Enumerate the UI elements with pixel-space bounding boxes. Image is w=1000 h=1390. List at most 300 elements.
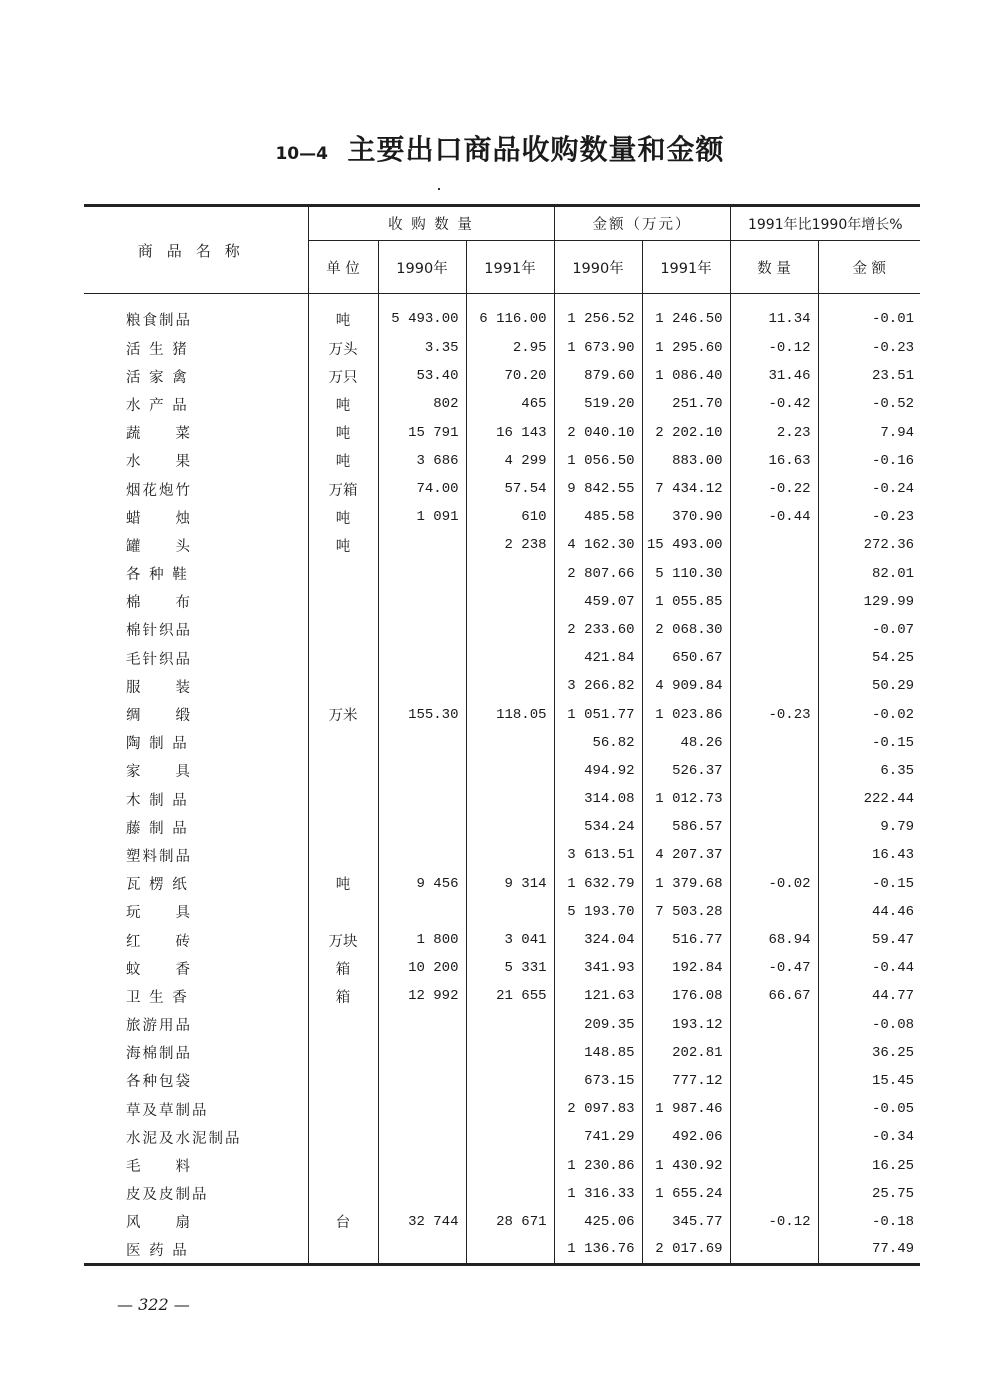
growth-qty-cell [730,813,818,841]
growth-amt-cell: 16.25 [872,1157,915,1174]
page-title [0,128,1000,168]
table-title: 主要出口商品收购数量和金额 [347,133,725,166]
amt-1990-cell: 3 266.82 [554,672,642,700]
item-name-cell: 各 种 鞋 [84,560,308,588]
unit-cell: 吨 [308,294,378,335]
qty-1991-cell: 70.20 [466,362,554,390]
qty-1991-cell [466,898,554,926]
table-row [84,390,920,418]
qty-1991-cell [466,813,554,841]
amt-1990-cell: 494.92 [554,757,642,785]
unit-cell: 万头 [308,334,378,362]
table-row [84,1180,920,1208]
amt-1991-cell: 650.67 [642,644,730,672]
amt-1991-cell: 2 068.30 [642,616,730,644]
table-row [84,531,920,559]
amt-1990-cell: 56.82 [554,729,642,757]
growth-qty-cell [730,1067,818,1095]
unit-cell: 万块 [308,926,378,954]
unit-cell [308,1123,378,1151]
unit-cell: 箱 [308,954,378,982]
growth-amt-cell: 129.99 [863,593,915,610]
item-name-cell: 棉针织品 [84,616,308,644]
qty-1991-cell [466,1123,554,1151]
amt-1991-cell: 1 023.86 [642,700,730,728]
growth-amt-cell: -0.08 [872,1016,915,1033]
unit-cell [308,841,378,869]
growth-amt-cell: -0.23 [872,340,915,357]
growth-amt-cell: 44.46 [872,903,915,920]
table-row [84,294,920,335]
header-unit: 单 位 [308,241,378,294]
item-name-cell: 毛 料 [84,1151,308,1179]
growth-amt-cell: -0.44 [872,960,915,977]
item-name-cell: 草及草制品 [84,1095,308,1123]
qty-1991-cell: 6 116.00 [466,294,554,335]
growth-amt-cell: 25.75 [872,1185,915,1202]
unit-cell: 台 [308,1208,378,1236]
page-number: — 322 — [117,1295,190,1314]
growth-amt-cell: 59.47 [872,932,915,949]
growth-qty-cell: -0.42 [730,390,818,418]
growth-amt-cell: -0.02 [872,706,915,723]
growth-amt-cell: 9.79 [880,819,915,836]
table-row [84,926,920,954]
qty-1991-cell: 118.05 [466,700,554,728]
header-growth-qty: 数 量 [730,241,818,294]
qty-1991-cell [466,1011,554,1039]
qty-1990-cell [378,560,466,588]
print-speck [438,188,440,190]
amt-1990-cell: 1 673.90 [554,334,642,362]
amt-1991-cell: 251.70 [642,390,730,418]
amt-1990-cell: 148.85 [554,1039,642,1067]
qty-1991-cell: 2.95 [466,334,554,362]
qty-1991-cell [466,616,554,644]
amt-1991-cell: 1 655.24 [642,1180,730,1208]
growth-amt-cell: 54.25 [872,650,915,667]
header-growth-amt: 金 额 [852,260,887,277]
qty-1991-cell [466,785,554,813]
amt-1991-cell: 883.00 [642,447,730,475]
amt-1990-cell: 341.93 [554,954,642,982]
growth-qty-cell [730,841,818,869]
growth-qty-cell [730,1011,818,1039]
unit-cell: 吨 [308,390,378,418]
growth-qty-cell [730,1151,818,1179]
amt-1991-cell: 1 086.40 [642,362,730,390]
amt-1991-cell: 516.77 [642,926,730,954]
amt-1991-cell: 1 295.60 [642,334,730,362]
qty-1990-cell [378,813,466,841]
item-name-cell: 棉 布 [84,588,308,616]
qty-1990-cell [378,1151,466,1179]
amt-1990-cell: 673.15 [554,1067,642,1095]
amt-1991-cell: 370.90 [642,503,730,531]
amt-1990-cell: 314.08 [554,785,642,813]
qty-1990-cell: 155.30 [378,700,466,728]
unit-cell [308,672,378,700]
qty-1991-cell [466,1180,554,1208]
table-row [84,1095,920,1123]
header-item-name: 商品名称 [84,206,308,294]
growth-qty-cell [730,1039,818,1067]
growth-qty-cell [730,672,818,700]
growth-qty-cell [730,560,818,588]
qty-1991-cell [466,1236,554,1264]
table-row [84,757,920,785]
table-row [84,644,920,672]
table-row [84,870,920,898]
unit-cell: 万箱 [308,475,378,503]
amt-1990-cell: 9 842.55 [554,475,642,503]
qty-1990-cell [378,1011,466,1039]
amt-1990-cell: 1 230.86 [554,1151,642,1179]
growth-amt-cell: 82.01 [872,565,915,582]
qty-1990-cell [378,785,466,813]
growth-amt-cell: 15.45 [872,1072,915,1089]
growth-amt-cell: 7.94 [880,424,915,441]
growth-qty-cell [730,785,818,813]
amt-1990-cell: 1 136.76 [554,1236,642,1264]
header-amt-1990: 1990年 [554,241,642,294]
item-name-cell: 红 砖 [84,926,308,954]
unit-cell [308,644,378,672]
qty-1990-cell [378,616,466,644]
growth-qty-cell: 68.94 [730,926,818,954]
table-row [84,475,920,503]
qty-1990-cell: 74.00 [378,475,466,503]
qty-1991-cell [466,644,554,672]
qty-1990-cell: 3 686 [378,447,466,475]
growth-amt-cell: -0.24 [872,481,915,498]
qty-1990-cell: 15 791 [378,419,466,447]
amt-1991-cell: 1 987.46 [642,1095,730,1123]
qty-1991-cell [466,1095,554,1123]
header-qty-1990: 1990年 [378,241,466,294]
qty-1991-cell [466,588,554,616]
growth-amt-cell: -0.01 [872,311,915,327]
qty-1990-cell [378,588,466,616]
qty-1990-cell [378,1123,466,1151]
amt-1991-cell: 4 207.37 [642,841,730,869]
item-name-cell: 医 药 品 [84,1236,308,1264]
header-group-quantity: 收 购 数 量 [308,206,554,241]
amt-1991-cell: 4 909.84 [642,672,730,700]
growth-qty-cell: -0.02 [730,870,818,898]
growth-qty-cell: -0.12 [730,1208,818,1236]
amt-1991-cell: 48.26 [642,729,730,757]
amt-1991-cell: 5 110.30 [642,560,730,588]
amt-1991-cell: 1 379.68 [642,870,730,898]
unit-cell [308,1011,378,1039]
table-row [84,729,920,757]
qty-1991-cell: 465 [466,390,554,418]
item-name-cell: 粮食制品 [84,294,308,335]
item-name-cell: 玩 具 [84,898,308,926]
table-row [84,362,920,390]
growth-amt-cell: 272.36 [863,537,915,554]
qty-1991-cell: 3 041 [466,926,554,954]
amt-1991-cell: 202.81 [642,1039,730,1067]
amt-1990-cell: 2 097.83 [554,1095,642,1123]
table-row [84,813,920,841]
amt-1990-cell: 1 632.79 [554,870,642,898]
table-body [84,294,920,1265]
item-name-cell: 旅游用品 [84,1011,308,1039]
header-amt-1991: 1991年 [642,241,730,294]
qty-1991-cell: 21 655 [466,982,554,1010]
qty-1990-cell [378,757,466,785]
growth-amt-cell: -0.15 [872,734,915,751]
amt-1990-cell: 1 051.77 [554,700,642,728]
amt-1991-cell: 1 430.92 [642,1151,730,1179]
table-row [84,1067,920,1095]
unit-cell [308,1039,378,1067]
table-row [84,982,920,1010]
amt-1990-cell: 1 316.33 [554,1180,642,1208]
growth-qty-cell: -0.22 [730,475,818,503]
amt-1990-cell: 1 256.52 [554,294,642,335]
qty-1990-cell: 32 744 [378,1208,466,1236]
item-name-cell: 陶 制 品 [84,729,308,757]
qty-1990-cell: 1 800 [378,926,466,954]
qty-1991-cell [466,729,554,757]
table-row [84,560,920,588]
item-name-cell: 蔬 菜 [84,419,308,447]
qty-1990-cell [378,672,466,700]
unit-cell: 吨 [308,531,378,559]
qty-1991-cell [466,672,554,700]
amt-1991-cell: 526.37 [642,757,730,785]
item-name-cell: 活 家 禽 [84,362,308,390]
unit-cell [308,1180,378,1208]
qty-1991-cell: 4 299 [466,447,554,475]
qty-1991-cell: 2 238 [466,531,554,559]
growth-amt-cell: 222.44 [863,791,915,808]
export-purchase-table [84,204,920,1266]
qty-1990-cell [378,531,466,559]
qty-1990-cell: 10 200 [378,954,466,982]
table-row [84,503,920,531]
qty-1990-cell: 53.40 [378,362,466,390]
growth-amt-cell: 77.49 [872,1241,915,1258]
qty-1991-cell: 16 143 [466,419,554,447]
growth-amt-cell: 36.25 [872,1044,915,1061]
qty-1991-cell [466,1151,554,1179]
unit-cell: 万米 [308,700,378,728]
table-row [84,672,920,700]
item-name-cell: 毛针织品 [84,644,308,672]
qty-1990-cell [378,644,466,672]
growth-qty-cell [730,588,818,616]
table-row [84,1151,920,1179]
unit-cell [308,1067,378,1095]
table-row [84,954,920,982]
table-row [84,1011,920,1039]
item-name-cell: 水 产 品 [84,390,308,418]
amt-1991-cell: 492.06 [642,1123,730,1151]
growth-qty-cell [730,898,818,926]
header-group-growth: 1991年比1990年增长% [730,206,920,241]
amt-1990-cell: 1 056.50 [554,447,642,475]
unit-cell [308,1095,378,1123]
unit-cell [308,560,378,588]
amt-1991-cell: 7 503.28 [642,898,730,926]
item-name-cell: 瓦 楞 纸 [84,870,308,898]
amt-1990-cell: 121.63 [554,982,642,1010]
qty-1990-cell: 3.35 [378,334,466,362]
unit-cell [308,757,378,785]
amt-1990-cell: 5 193.70 [554,898,642,926]
amt-1990-cell: 741.29 [554,1123,642,1151]
amt-1990-cell: 2 807.66 [554,560,642,588]
qty-1990-cell [378,1067,466,1095]
table-row [84,700,920,728]
growth-amt-cell: 44.77 [872,988,915,1005]
amt-1991-cell: 15 493.00 [642,531,730,559]
item-name-cell: 家 具 [84,757,308,785]
amt-1991-cell: 1 246.50 [642,294,730,335]
table-row [84,1039,920,1067]
growth-qty-cell: -0.44 [730,503,818,531]
item-name-cell: 绸 缎 [84,700,308,728]
growth-qty-cell [730,616,818,644]
growth-amt-cell: -0.16 [872,452,915,469]
growth-qty-cell [730,1180,818,1208]
table-row [84,1123,920,1151]
item-name-cell: 服 装 [84,672,308,700]
growth-amt-cell: -0.23 [872,509,915,526]
amt-1990-cell: 324.04 [554,926,642,954]
item-name-cell: 水 果 [84,447,308,475]
item-name-cell: 烟花炮竹 [84,475,308,503]
growth-qty-cell [730,644,818,672]
growth-amt-cell: 6.35 [880,762,915,779]
growth-qty-cell: 16.63 [730,447,818,475]
qty-1991-cell: 28 671 [466,1208,554,1236]
unit-cell: 箱 [308,982,378,1010]
growth-amt-cell: -0.15 [872,875,915,892]
amt-1991-cell: 2 017.69 [642,1236,730,1264]
growth-qty-cell [730,1123,818,1151]
item-name-cell: 卫 生 香 [84,982,308,1010]
item-name-cell: 藤 制 品 [84,813,308,841]
table-id: 10—4 [275,144,328,164]
table-row [84,334,920,362]
unit-cell: 吨 [308,870,378,898]
table-row [84,447,920,475]
qty-1991-cell [466,757,554,785]
qty-1990-cell: 1 091 [378,503,466,531]
amt-1990-cell: 534.24 [554,813,642,841]
amt-1991-cell: 192.84 [642,954,730,982]
qty-1990-cell [378,1236,466,1264]
header-group-amount: 金额（万元） [554,206,730,241]
item-name-cell: 风 扇 [84,1208,308,1236]
growth-qty-cell [730,1236,818,1264]
growth-qty-cell: 31.46 [730,362,818,390]
unit-cell: 万只 [308,362,378,390]
item-name-cell: 皮及皮制品 [84,1180,308,1208]
item-name-cell: 罐 头 [84,531,308,559]
qty-1990-cell: 12 992 [378,982,466,1010]
item-name-cell: 活 生 猪 [84,334,308,362]
growth-qty-cell: 2.23 [730,419,818,447]
unit-cell [308,1151,378,1179]
unit-cell [308,785,378,813]
amt-1991-cell: 176.08 [642,982,730,1010]
growth-amt-cell: -0.05 [872,1101,915,1118]
item-name-cell: 木 制 品 [84,785,308,813]
growth-amt-cell: -0.18 [872,1213,915,1230]
amt-1990-cell: 425.06 [554,1208,642,1236]
qty-1990-cell [378,729,466,757]
table-row [84,616,920,644]
growth-amt-cell: -0.52 [872,396,915,413]
growth-amt-cell: 23.51 [872,368,915,385]
growth-amt-cell: 16.43 [872,847,915,864]
table-row [84,588,920,616]
table-row [84,898,920,926]
amt-1990-cell: 2 040.10 [554,419,642,447]
qty-1990-cell [378,898,466,926]
growth-qty-cell: -0.47 [730,954,818,982]
growth-qty-cell: 11.34 [730,294,818,335]
amt-1991-cell: 7 434.12 [642,475,730,503]
growth-amt-cell: 50.29 [872,678,915,695]
table-row [84,841,920,869]
table-row [84,419,920,447]
amt-1990-cell: 519.20 [554,390,642,418]
amt-1990-cell: 485.58 [554,503,642,531]
qty-1990-cell [378,1180,466,1208]
growth-qty-cell [730,1095,818,1123]
amt-1991-cell: 193.12 [642,1011,730,1039]
unit-cell [308,729,378,757]
qty-1991-cell [466,1039,554,1067]
unit-cell [308,813,378,841]
unit-cell: 吨 [308,447,378,475]
amt-1990-cell: 421.84 [554,644,642,672]
growth-qty-cell: -0.12 [730,334,818,362]
growth-qty-cell: 66.67 [730,982,818,1010]
item-name-cell: 蜡 烛 [84,503,308,531]
item-name-cell: 水泥及水泥制品 [84,1123,308,1151]
amt-1991-cell: 586.57 [642,813,730,841]
growth-qty-cell [730,757,818,785]
qty-1990-cell: 5 493.00 [378,294,466,335]
qty-1990-cell [378,1095,466,1123]
table-row [84,785,920,813]
qty-1991-cell: 610 [466,503,554,531]
qty-1990-cell: 802 [378,390,466,418]
table-row [84,1208,920,1236]
item-name-cell: 海棉制品 [84,1039,308,1067]
amt-1990-cell: 459.07 [554,588,642,616]
growth-qty-cell: -0.23 [730,700,818,728]
amt-1991-cell: 1 012.73 [642,785,730,813]
growth-qty-cell [730,729,818,757]
growth-qty-cell [730,531,818,559]
amt-1990-cell: 3 613.51 [554,841,642,869]
amt-1990-cell: 879.60 [554,362,642,390]
item-name-cell: 各种包袋 [84,1067,308,1095]
unit-cell [308,898,378,926]
qty-1991-cell [466,841,554,869]
growth-amt-cell: -0.07 [872,621,915,638]
unit-cell [308,588,378,616]
